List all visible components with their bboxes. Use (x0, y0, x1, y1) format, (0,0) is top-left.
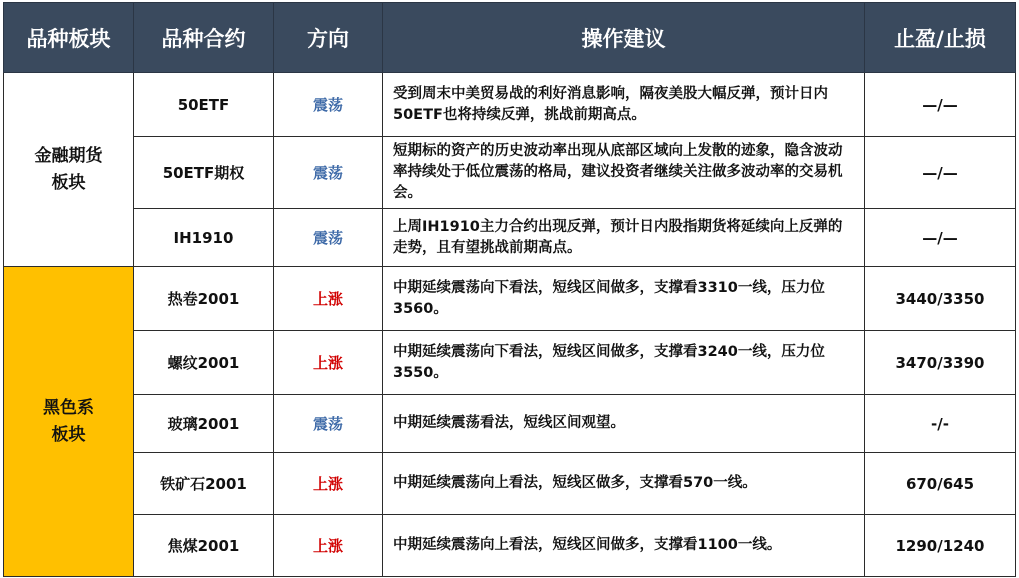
direction-cell: 震荡 (274, 137, 383, 209)
advice-cell: 中期延续震荡向下看法，短线区间做多，支撑看3240一线，压力位3550。 (383, 331, 865, 395)
advice-cell: 受到周末中美贸易战的利好消息影响，隔夜美股大幅反弹，预计日内50ETF也将持续反弹，挑战前期高点。 (383, 73, 865, 137)
header-advice: 操作建议 (383, 3, 865, 73)
sector-black-series (4, 267, 134, 577)
header-row (4, 3, 1016, 73)
sector-label: 黑色系 板块 (43, 397, 94, 445)
header-direction: 方向 (274, 3, 383, 73)
stop-cell: —/— (865, 137, 1016, 209)
contract-cell: 螺纹2001 (134, 331, 274, 395)
header-sector: 品种板块 (4, 3, 134, 73)
table-row (4, 267, 1016, 331)
stop-cell: -/- (865, 395, 1016, 453)
table-row (4, 395, 1016, 453)
contract-cell: IH1910 (134, 209, 274, 267)
direction-cell: 上涨 (274, 267, 383, 331)
contract-cell: 焦煤2001 (134, 515, 274, 577)
direction-cell: 震荡 (274, 209, 383, 267)
stop-cell: 3440/3350 (865, 267, 1016, 331)
table-row (4, 453, 1016, 515)
stop-cell: 1290/1240 (865, 515, 1016, 577)
table-row (4, 209, 1016, 267)
stop-cell: —/— (865, 73, 1016, 137)
direction-cell: 上涨 (274, 331, 383, 395)
advice-cell: 中期延续震荡向上看法，短线区间做多，支撑看1100一线。 (383, 515, 865, 577)
contract-cell: 铁矿石2001 (134, 453, 274, 515)
sector-financial-futures (4, 73, 134, 267)
contract-cell: 玻璃2001 (134, 395, 274, 453)
sector-label: 金融期货 板块 (34, 145, 103, 193)
header-stop: 止盈/止损 (865, 3, 1016, 73)
header-contract: 品种合约 (134, 3, 274, 73)
stop-cell: 3470/3390 (865, 331, 1016, 395)
table-row (4, 515, 1016, 577)
table-row (4, 137, 1016, 209)
table-row (4, 73, 1016, 137)
contract-cell: 50ETF期权 (134, 137, 274, 209)
strategy-table (3, 2, 1016, 577)
direction-cell: 上涨 (274, 453, 383, 515)
stop-cell: 670/645 (865, 453, 1016, 515)
advice-cell: 上周IH1910主力合约出现反弹，预计日内股指期货将延续向上反弹的走势，且有望挑战前期高点。 (383, 209, 865, 267)
advice-cell: 中期延续震荡向下看法，短线区间做多，支撑看3310一线，压力位3560。 (383, 267, 865, 331)
table-row (4, 331, 1016, 395)
direction-cell: 震荡 (274, 395, 383, 453)
direction-cell: 震荡 (274, 73, 383, 137)
advice-cell: 中期延续震荡看法，短线区间观望。 (383, 395, 865, 453)
stop-cell: —/— (865, 209, 1016, 267)
contract-cell: 热卷2001 (134, 267, 274, 331)
direction-cell: 上涨 (274, 515, 383, 577)
advice-cell: 中期延续震荡向上看法，短线区做多，支撑看570一线。 (383, 453, 865, 515)
advice-cell: 短期标的资产的历史波动率出现从底部区域向上发散的迹象，隐含波动率持续处于低位震荡的格局，建议投资者继续关注做多波动率的交易机会。 (383, 137, 865, 209)
contract-cell: 50ETF (134, 73, 274, 137)
